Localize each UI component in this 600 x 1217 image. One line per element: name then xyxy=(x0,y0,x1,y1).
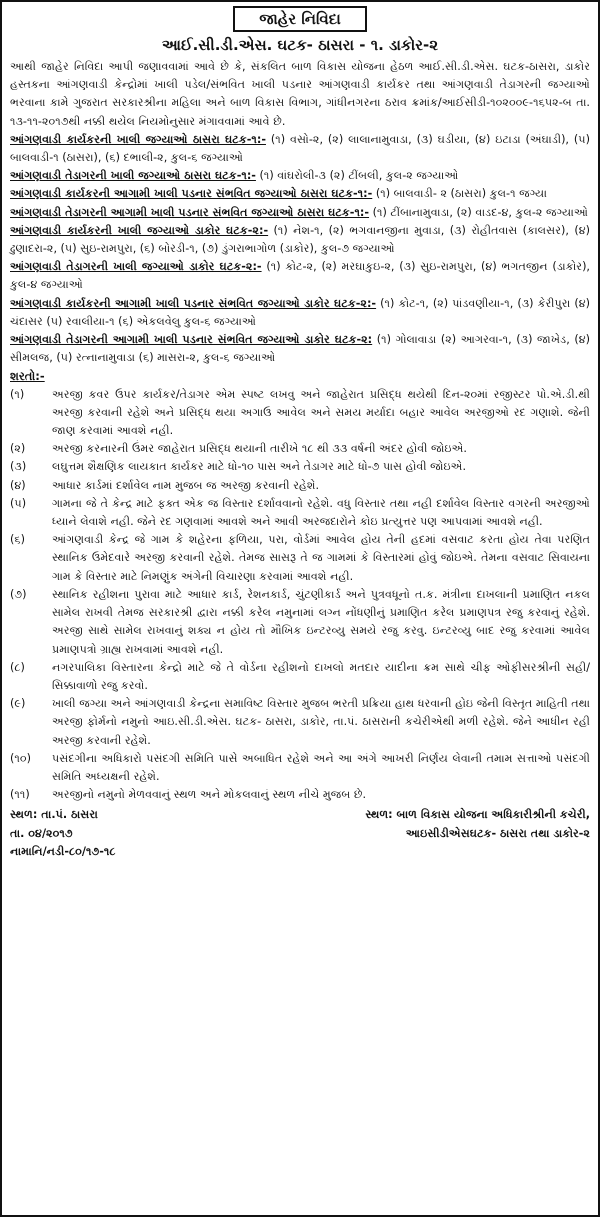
condition-item xyxy=(10,477,590,495)
footer-row-ref xyxy=(10,843,590,861)
condition-item xyxy=(10,440,590,458)
section-body: (૧) વાંઘરોલી-૩ (૨) ટીંબલી, કુલ-૨ જગ્યાઓ xyxy=(259,169,459,183)
condition-text: આંગણવાડી કેન્દ્ર જે ગામ કે શહેરના ફળિયા, પરા, વોર્ડમાં આવેલ હોય તેની હદમાં વસવાટ કરતા હોય તેવા પરણિત સ્થાનિક ઉમેદવારે અરજી કરવાની રહેશે. તેમજ સાસરૂ તે જ ગામમાં કે વિસ્તારમાં હોવું જોઇએ. તેમના વસવાટ સિવાયના ગામ કે વિસ્તાર માટે નિમણુંક અંગેની વિચારણા કરવામાં આવશે નહી. xyxy=(52,533,590,583)
vacancy-section xyxy=(10,131,590,167)
section-heading: આંગણવાડી કાર્યકરની ખાલી જગ્યાઓ ઠાસરા ઘટક-૧:- xyxy=(10,132,266,146)
footer-office: આઇસીડીએસઘટક- ઠાસરા તથા ડાકોર-૨ xyxy=(405,826,590,840)
condition-number: (૧) xyxy=(10,387,25,401)
condition-text: પસંદગીના અધિકારો પસંદગી સમિતિ પાસે અબાધિત રહેશે અને આ અંગે આખરી નિર્ણય લેવાની તમામ સત્તાઓ પસંદગી સમિતિ અધ્યક્ષની રહેશે. xyxy=(52,751,590,783)
conditions-list xyxy=(10,386,590,805)
condition-text: નગરપાલિકા વિસ્તારના કેન્દ્રો માટે જે તે વોર્ડના રહીશનો દાખલો મતદાર યાદીના ક્રમ સાથે ચીફ ઓફીસરશ્રીની સહી/સિક્કાવાળો રજુ કરવો. xyxy=(52,660,590,692)
section-heading: આંગણવાડી કાર્યકરની ખાલી જગ્યાઓ ડાકોર ઘટક-૨:- xyxy=(10,223,269,237)
condition-number: (૨) xyxy=(10,442,26,456)
condition-number: (૩) xyxy=(10,460,27,474)
vacancy-section xyxy=(10,331,590,367)
condition-item xyxy=(10,750,590,786)
condition-item xyxy=(10,659,590,695)
condition-number: (૧૧) xyxy=(10,788,30,802)
condition-item xyxy=(10,695,590,750)
condition-number: (૮) xyxy=(10,660,25,674)
condition-text: અરજી કવર ઉપર કાર્યકર/તેડાગર એમ સ્પષ્ટ લખવુ અને જાહેરાત પ્રસિદ્ધ થયેથી દિન-૨૦માં રજીસ્ટર પો.એ.ડી.થી અરજી કરવાની રહેશે અને પ્રસિદ્ધ થયા અગાઉ આવેલ અને સમય મર્યાદા બહાર આવેલ અરજીઓ રદ ગણાશે. જેની જાણ કરવામાં આવશે નહી. xyxy=(52,387,590,438)
condition-text: આધાર કાર્ડમાં દર્શાવેલ નામ મુજબ જ અરજી કરવાની રહેશે. xyxy=(52,478,320,492)
vacancy-section xyxy=(10,204,590,222)
section-heading: આંગણવાડી તેડાગરની આગામી ખાલી પડનાર સંભવિત જગ્યાઓ ડાકોર ઘટક-૨: xyxy=(10,333,373,347)
title-box xyxy=(10,6,590,32)
notice-footer xyxy=(10,806,590,861)
condition-text: સ્થાનિક રહીશના પુરાવા માટે આધાર કાર્ડ, રેશનકાર્ડ, ચુંટણીકાર્ડ અને પુત્રવધૂનો ત.ક. મંત્રીના દાખલાની પ્રમાણિત નકલ સામેલ રાખવી તેમજ સરકારશ્રી દ્વારા નક્કી કરેલ નમુનામાં લગ્ન નોંધણીનું પ્રમાણિત કરેલ પ્રમાણપત્ર રજુ કરવાનું રહેશે. અરજી સાથે સામેલ રાખવાનું શક્ય ન હોય તો મૌખિક ઇન્ટરવ્યુ સમયે રજુ કરવુ. ઇન્ટરવ્યુ બાદ રજુ કરવામાં આવેલ પ્રમાણપત્રો ગ્રાહ્ય રાખવામાં આવશે નહી. xyxy=(52,587,590,656)
section-body: (૧) બાલવાડી- ૨ (ઠાસરા) કુલ-૧ જગ્યા xyxy=(375,187,547,201)
section-body: (૧) ટીંબાનામુવાડા, (૨) વાડદ-૪, કુલ-૨ જગ્યાઓ xyxy=(372,205,589,219)
condition-item xyxy=(10,586,590,659)
condition-number: (૧૦) xyxy=(10,751,31,765)
conditions-heading: શરતો:- xyxy=(10,369,45,384)
section-body: (૧) નેશ-૧, (૨) ભગવાનજીના મુવાડા, (૩) રોહીતવાસ (કાલસર), (૪) ઢુણાદરા-૨, (૫) સુઇ-રામપુરા, (૬) બોરડી-૧, (૭) ડુંગરાભાગોળ (ડાકોર), કુલ-૭ જગ્યાઓ xyxy=(10,223,590,256)
vacancy-section xyxy=(10,167,590,185)
condition-text: ખાલી જગ્યા અને આંગણવાડી કેન્દ્રના સમાવિષ્ટ વિસ્તાર મુજબ ભરતી પ્રક્રિયા હાથ ધરવાની હોઇ જેની વિસ્તૃત માહિતી તથા અરજી ફોર્મનો નમુનો આઇ.સી.ડી.એસ. ઘટક- ઠાસરા, ડાકોર, તા.પં. ઠાસરાની કચેરીએથી મળી રહેશે. જેને આધીન રહી અરજી કરવાની રહેશે. xyxy=(52,697,590,747)
condition-item xyxy=(10,531,590,586)
footer-date: તા. ૦૪/૨૦૧૭ xyxy=(10,826,73,840)
condition-text: અરજીનો નમુનો મેળવવાનું સ્થળ અને મોકલવાનું સ્થળ નીચે મુજબ છે. xyxy=(52,788,367,802)
condition-text: ગામના જે તે કેન્દ્ર માટે ફક્ત એક જ વિસ્તાર દર્શાવવાનો રહેશે. વધુ વિસ્તાર તથા નહી દર્શાવેલ વિસ્તાર વગરની અરજીઓ ધ્યાને લેવાશે નહી. જેને રદ ગણવામાં આવશે અને આવી અરજદારોને કોઇ પ્રત્યુત્તર પણ આપવામાં આવશે નહી. xyxy=(52,496,590,529)
notice-intro: આથી જાહેર નિવિદા આપી જણાવવામાં આવે છે કે, સંકલિત બાળ વિકાસ યોજના હેઠળ આઈ.સી.ડી.એસ. ઘટક-ઠાસરા, ડાકોર હસ્તકના આંગણવાડી કેન્દ્રોમાં ખાલી પડેલ/સંભવિત ખાલી પડનાર આંગણવાડી કાર્યકર તથા આંગણવાડી તેડાગરની જગ્યાઓ ભરવાના કામે ગુજરાત સરકારશ્રીના મહિલા અને બાળ વિકાસ વિભાગ, ગાંધીનગરના ઠરાવ ક્રમાંક/આઈસીડી-૧૦૨૦૦૯-૧૬૫૨-બ તા. ૧૩-૧૧-૨૦૧૭થી નક્કી થયેલ નિયમોનુસાર મંગાવવામાં આવે છે. xyxy=(10,60,590,128)
footer-row-place xyxy=(10,806,590,824)
condition-number: (૫) xyxy=(10,496,27,510)
condition-number: (૪) xyxy=(10,478,26,492)
vacancy-sections xyxy=(10,131,590,368)
section-heading: આંગણવાડી કાર્યકરની આગામી ખાલી પડનાર સંભવિત જગ્યાઓ ઠાસરા ઘટક-૧:- xyxy=(10,187,373,201)
condition-text: અરજી કરનારની ઉંમર જાહેરાત પ્રસિદ્ધ થયાની તારીખે ૧૮ થી ૩૩ વર્ષની અંદર હોવી જોઇએ. xyxy=(52,442,467,456)
section-body: (૧) ગોલાવાડા (૨) આગરવા-૧, (૩) જાખેડ, (૪) સીમલજ, (૫) રત્નાનામુવાડા (૬) માસરા-૨, કુલ-૬ જગ્યાઓ xyxy=(10,333,590,365)
condition-number: (૬) xyxy=(10,533,25,547)
section-heading: આંગણવાડી તેડાગરની ખાલી જગ્યાઓ ડાકોર ઘટક-૨:- xyxy=(10,260,262,274)
footer-ref: નામાનિ/નડી-૮૦/૧૭-૧૮ xyxy=(10,844,116,858)
section-heading: આંગણવાડી તેડાગરની ખાલી જગ્યાઓ ઠાસરા ઘટક-૧:- xyxy=(10,169,256,183)
footer-place-left: સ્થળ: તા.પં. ઠાસરા xyxy=(10,808,98,822)
footer-place-right: સ્થળ: બાળ વિકાસ યોજના અધિકારીશ્રીની કચેરી, xyxy=(365,808,590,822)
vacancy-section xyxy=(10,295,590,331)
vacancy-section xyxy=(10,222,590,258)
condition-item xyxy=(10,386,590,441)
section-body: (૧) વસો-૨, (૨) લાલાનામુવાડા, (૩) ઘડીયા, (૪) ઇટાડા (અંઘાડી), (૫) બાલવાડી-૧ (ઠાસરા), (૬) દભાલી-૨, કુલ-૬ જગ્યાઓ xyxy=(10,132,590,165)
footer-row-date xyxy=(10,825,590,843)
condition-number: (૯) xyxy=(10,697,26,711)
condition-number: (૭) xyxy=(10,587,27,601)
section-heading: આંગણવાડી કાર્યકરની આગામી ખાલી પડનાર સંભવિત જગ્યાઓ ડાકોર ઘટક-૨:- xyxy=(10,296,377,310)
condition-text: લઘુત્તમ શૈક્ષણિક લાયકાત કાર્યકર માટે ધો-૧૦ પાસ અને તેડાગર માટે ધો-૭ પાસ હોવી જોઇએ. xyxy=(52,460,467,474)
notice-title: જાહેર નિવિદા xyxy=(233,6,367,32)
vacancy-section xyxy=(10,258,590,294)
section-body: (૧) કોટ-૧, (૨) પાંડવણીયા-૧, (૩) કેરીપુરા (૪) ચંદાસર (૫) રવાલીયા-૧ (૬) એકલવેલુ કુલ-૬ જગ્યાઓ xyxy=(10,296,591,328)
condition-item xyxy=(10,458,590,476)
condition-item xyxy=(10,786,590,804)
notice-subtitle: આઈ.સી.ડી.એસ. ઘટક- ઠાસરા - ૧. ડાકોર-૨ xyxy=(161,36,439,54)
section-body: (૧) કોટ-૨, (૨) મરઘાકુઇ-૨, (૩) સુઇ-રામપુરા, (૪) ભગતજીન (ડાકોર), કુલ-૪ જગ્યાઓ xyxy=(10,260,590,292)
vacancy-section xyxy=(10,185,590,203)
condition-item xyxy=(10,495,590,531)
section-heading: આંગણવાડી તેડાગરની આગામી ખાલી પડનાર સંભવિત જગ્યાઓ ઠાસરા ઘટક-૧:- xyxy=(10,205,370,219)
